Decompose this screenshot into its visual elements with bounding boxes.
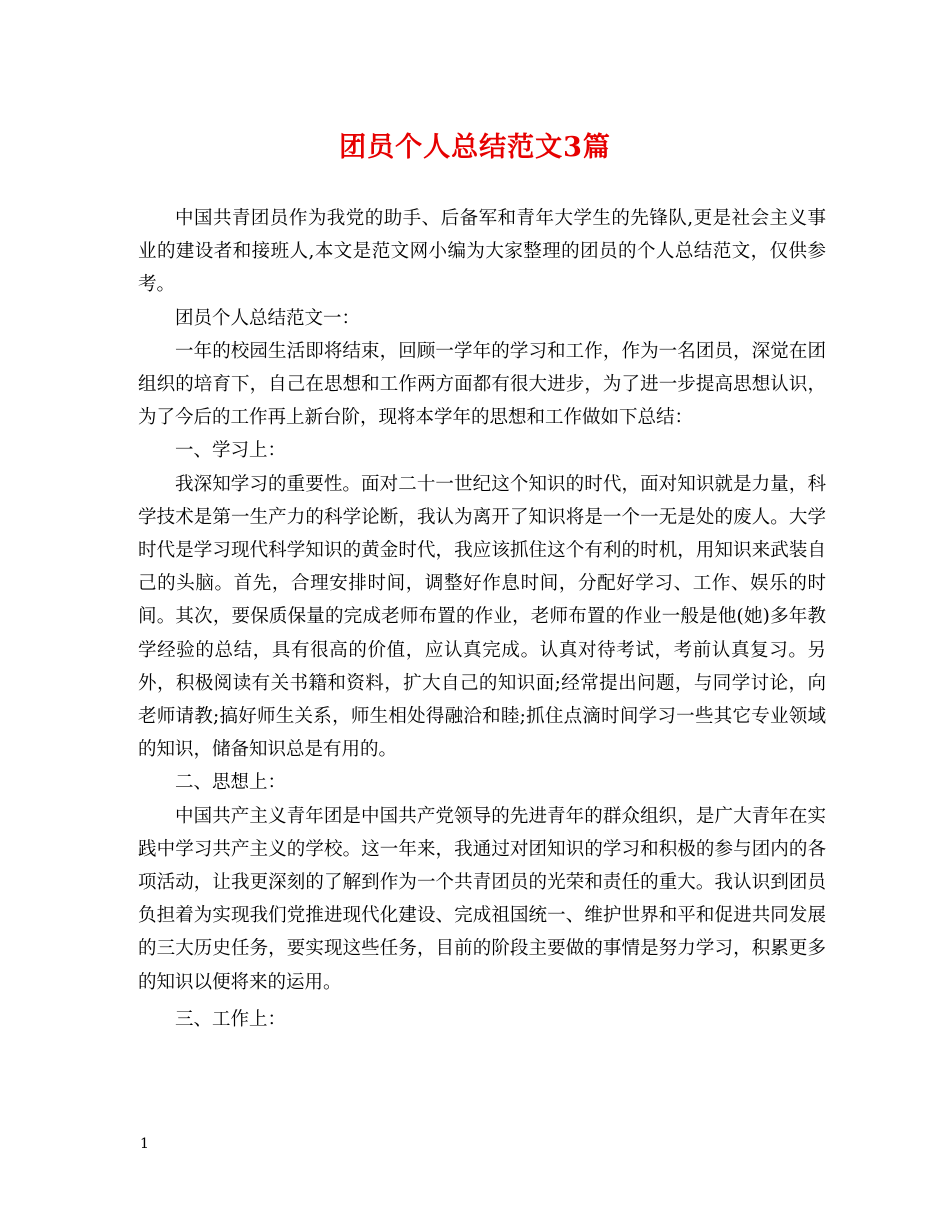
document-body — [138, 202, 826, 1036]
page-number: 1 — [140, 1136, 149, 1152]
heading-work: 三、工作上： — [175, 1008, 287, 1030]
heading-study: 一、学习上： — [175, 440, 287, 462]
opening-paragraph: 一年的校园生活即将结束，回顾一学年的学习和工作，作为一名团员，深觉在团组织的培育下，自己在思想和工作两方面都有很大进步，为了进一步提高思想认识，为了今后的工作再上新台阶，现将本学年的思想和工作做如下总结： — [138, 340, 826, 429]
section-title: 团员个人总结范文一： — [175, 307, 361, 329]
thought-paragraph: 中国共产主义青年团是中国共产党领导的先进青年的群众组织，是广大青年在实践中学习共产主义的学校。这一年来，我通过对团知识的学习和积极的参与团内的各项活动，让我更深刻的了解到作为一个共青团员的光荣和责任的重大。我认识到团员负担着为实现我们党推进现代化建设、完成祖国统一、维护世界和平和促进共同发展的三大历史任务，要实现这些任务，目前的阶段主要做的事情是努力学习，积累更多的知识以便将来的运用。 — [138, 805, 826, 993]
study-paragraph: 我深知学习的重要性。面对二十一世纪这个知识的时代，面对知识就是力量，科学技术是第一生产力的科学论断，我认为离开了知识将是一个一无是处的废人。大学时代是学习现代科学知识的黄金时代，我应该抓住这个有利的时机，用知识来武装自己的头脑。首先，合理安排时间，调整好作息时间，分配好学习、工作、娱乐的时间。其次，要保质保量的完成老师布置的作业，老师布置的作业一般是他(她)多年教学经验的总结，具有很高的价值，应认真完成。认真对待考试，考前认真复习。另外，积极阅读有关书籍和资料，扩大自己的知识面;经常提出问题，与同学讨论，向老师请教;搞好师生关系，师生相处得融洽和睦;抓住点滴时间学习一些其它专业领域的知识，储备知识总是有用的。 — [138, 473, 826, 761]
heading-thought: 二、思想上： — [175, 772, 287, 794]
intro-paragraph: 中国共青团员作为我党的助手、后备军和青年大学生的先锋队,更是社会主义事业的建设者和接班人,本文是范文网小编为大家整理的团员的个人总结范文，仅供参考。 — [138, 208, 826, 296]
document-title: 团员个人总结范文3篇 — [339, 132, 611, 163]
